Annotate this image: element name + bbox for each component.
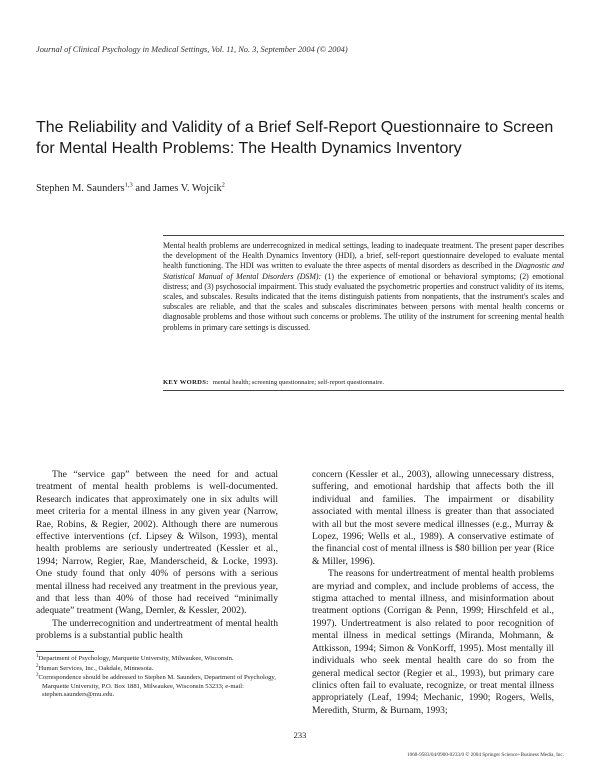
journal-citation: Journal of Clinical Psychology in Medical Settings, Vol. 11, No. 3, September 2004 (© 2004) <box>36 45 348 54</box>
author-name: James V. Wojcik <box>152 183 222 194</box>
body-paragraph: concern (Kessler et al., 2003), allowing unnecessary distress, suffering, and emotional hardship that affects both the ill individual and families. The impairment or disability associated with mental illness is greater than that associated with all but the most severe medical illnesses (e.g., Murray & Lopez, 1996; Wells et al., 1989). A conservative estimate of the financial cost of mental illness is $80 billion per year (Rice & Miller, 1996). <box>312 469 554 567</box>
footnote-mark: 1 <box>36 653 39 659</box>
footnote-text: Department of Psychology, Marquette University, Milwaukee, Wisconsin. <box>38 655 234 662</box>
body-paragraph: The underrecognition and undertreatment of mental health problems is a substantial public health <box>36 617 278 642</box>
abstract-bottom-rule <box>163 390 564 391</box>
footnote <box>36 674 298 700</box>
body-column-left <box>36 469 278 643</box>
footnote <box>36 665 298 674</box>
copyright-line: 1068-9583/04/0900-0233/0 © 2004 Springer Science+Business Media, Inc. <box>407 752 564 758</box>
footnote-text: Correspondence should be addressed to Stephen M. Saunders, Department of Psychology, Marquette University, P.O. Box 1881, Milwaukee, Wisconsin 53233; e-mail: stephen.saunders@mu.edu. <box>38 674 276 699</box>
author-affiliation-mark: 2 <box>221 181 225 189</box>
abstract-text: Mental health problems are underrecognized in medical settings, leading to inadequate treatment. The present paper describes the development of the Health Dynamics Inventory (HDI), a brief, self-report questionnaire developed to evaluate mental health functioning. The HDI was written to evaluate the three aspects of mental disorders as described in the <box>163 241 564 271</box>
keywords-text: mental health; screening questionnaire; self-report questionnaire. <box>212 379 385 386</box>
footnote-rule <box>36 651 94 652</box>
body-paragraph: The “service gap” between the need for and actual treatment of mental health problems is well-documented. Research indicates that approximately one in six adults will meet criteria for a mental illness in any given year (Narrow, Rae, Robins, & Regier, 2002). Although there are numerous effective interventions (cf. Lipsey & Wilson, 1993), mental health problems are seriously undertreated (Kessler et al., 1994; Narrow, Regier, Rae, Manderscheid, & Locke, 1993). One study found that only 40% of persons with a serious mental illness had received any treatment in the previous year, and that less than 40% of those had received “minimally adequate” treatment (Wang, Demler, & Kessler, 2002). <box>36 469 278 617</box>
author-list <box>36 183 225 194</box>
body-paragraph: The reasons for undertreatment of mental health problems are myriad and complex, and include problems of access, the stigma attached to mental illness, and misinformation about treatment options (Corrigan & Penn, 1999; Hirschfeld et al., 1997). Undertreatment is also related to poor recognition of mental illness in medical settings (Miranda, Mohmann, & Attkisson, 1994; Simon & VonKorff, 1995). Most mentally ill individuals who seek mental health care do so from the general medical sector (Regier et al., 1993), but primary care clinics often fail to evaluate, recognize, or treat mental illness appropriately (Leaf, 1994; Mechanic, 1990; Rogers, Wells, Meredith, Sturm, & Burnam, 1993; <box>312 568 554 716</box>
abstract-text: (1) the experience of emotional or behavioral symptoms; (2) emotional distress; and (3) psychosocial impairment. This study evaluated the psychometric properties and construct validity of its items, scales, and subscales. Results indicated that the items distinguish patients from nonpatients, that the instrument's scales and subscales are reliable, and that the scales and subscales discriminates between persons with mental health concerns or diagnosable problems and those without such concerns or problems. The utility of the instrument for screening mental health problems in primary care settings is discussed. <box>163 271 564 332</box>
article-title <box>36 117 556 159</box>
article-title-line-1: The Reliability and Validity of a Brief Self-Report Questionnaire to Screen <box>36 119 554 136</box>
article-title-line-2: for Mental Health Problems: The Health Dynamics Inventory <box>36 140 462 157</box>
keywords-label: KEY WORDS: <box>163 379 209 386</box>
author-name: Stephen M. Saunders <box>36 183 125 194</box>
body-column-right <box>312 469 554 717</box>
abstract-italic-text: Diagnostic and Statistical Manual of Mental Disorders (DSM): <box>163 261 564 281</box>
author-connector: and <box>132 183 153 194</box>
page-number: 233 <box>293 730 307 740</box>
footnote-text: Human Services, Inc., Oakdale, Minnesota. <box>38 664 154 672</box>
abstract <box>163 241 564 333</box>
footnotes <box>36 655 298 701</box>
footnote <box>36 655 298 664</box>
keywords <box>163 379 564 386</box>
abstract-top-rule <box>163 235 564 236</box>
footnote-mark: 2 <box>36 663 39 669</box>
author-affiliation-mark: 1,3 <box>124 181 133 189</box>
footnote-mark: 3 <box>36 673 39 678</box>
